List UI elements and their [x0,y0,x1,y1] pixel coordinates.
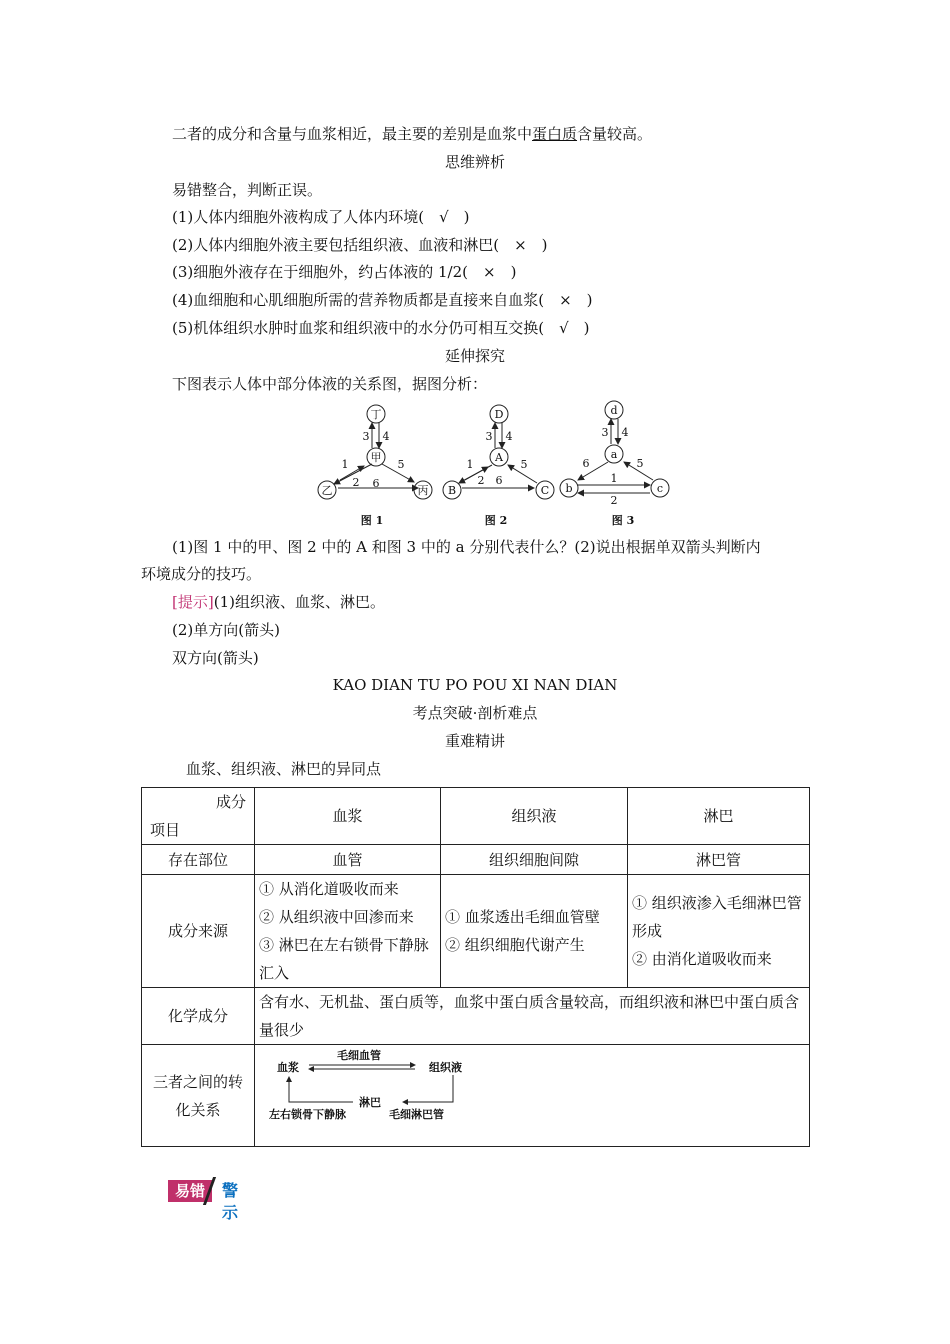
row-source [142,875,810,988]
extend-lead: 下图表示人体中部分体液的关系图，据图分析： [172,375,488,393]
diagram-lymph-capillary: 毛细淋巴管 [389,1108,444,1121]
table-corner-cell [142,788,255,845]
thinking-lead: 易错整合，判断正误。 [172,181,323,199]
heading-main: 考点突破·剖析难点 [412,704,538,722]
source-plasma-item-2: ② 从组织液中回渗而来 [259,908,414,926]
section-thinking: 思维辨析 [444,153,505,171]
corner-top-label: 成分 [215,793,246,811]
row-source-label: 成分来源 [142,875,255,988]
hint-label: [提示] [172,593,214,611]
location-plasma: 血管 [255,845,441,875]
fig2-num-4: 4 [505,430,513,443]
source-lymph [628,875,810,988]
source-plasma-item-1: ① 从消化道吸收而来 [259,880,399,898]
fig3-left-node: b [565,482,573,495]
judgement-4: (4)血细胞和心肌细胞所需的营养物质都是直接来自血浆( × ) [172,291,593,309]
intro-text: 二者的成分和含量与血浆相近，最主要的差别是血浆中 [172,125,533,143]
row-chem-label: 化学成分 [142,988,255,1045]
fig1-num-1: 1 [341,458,349,471]
fig2-caption: 图 2 [484,514,508,527]
diagram-capillary: 毛细血管 [337,1049,381,1062]
pinyin-heading: KAO DIAN TU PO POU XI NAN DIAN [332,676,618,694]
corner-bottom-label: 项目 [150,821,181,839]
fig3-right-node: c [656,482,664,495]
body-fluid-figures [0,396,950,536]
fig1-center-node: 甲 [370,451,382,464]
hint-answer-1: (1)组织液、血浆、淋巴。 [213,593,385,611]
source-lymph-item-1: ① 组织液渗入毛细淋巴管形成 [632,894,802,940]
warning-text: 警示 [222,1181,239,1222]
source-lymph-item-2: ② 由消化道吸收而来 [632,950,772,968]
fig1-top-node: 丁 [370,408,382,421]
judgement-3: (3)细胞外液存在于细胞外，约占体液的 1/2( × ) [172,263,517,281]
relation-diagram-cell [255,1045,810,1147]
col-header-plasma: 血浆 [255,788,441,845]
table-header-row [142,788,810,845]
fig1-right-node: 丙 [417,484,429,497]
fig3-caption: 图 3 [611,514,635,527]
comparison-table [141,787,810,1147]
hint-answer-3: 双方向(箭头) [172,649,259,667]
section-extend: 延伸探究 [444,347,505,365]
judgement-1: (1)人体内细胞外液构成了人体内环境( √ ) [172,208,470,226]
row-chem [142,988,810,1045]
hint-line [172,592,385,612]
fig3-num-1: 1 [610,472,618,485]
hint-answer-2: (2)单方向(箭头) [172,621,280,639]
chem-content: 含有水、无机盐、蛋白质等，血浆中蛋白质含量较高，而组织液和淋巴中蛋白质含量很少 [255,988,810,1045]
fig1-left-node: 乙 [321,484,333,497]
source-tissue-fluid [441,875,628,988]
fig1-num-5: 5 [397,458,405,471]
fig1-num-2: 2 [352,476,360,489]
source-tissue-item-2: ② 组织细胞代谢产生 [445,936,585,954]
source-tissue-item-1: ① 血浆透出毛细血管壁 [445,908,600,926]
fig1-num-4: 4 [382,430,390,443]
table-caption: 血浆、组织液、淋巴的异同点 [186,760,382,778]
intro-underlined: 蛋白质 [532,125,578,143]
diagram-subclavian-vein: 左右锁骨下静脉 [269,1108,346,1121]
fig2-num-2: 2 [477,474,485,487]
question-line-2: 环境成分的技巧。 [141,565,262,583]
fig2-num-6: 6 [495,474,503,487]
fluid-relation-diagram [255,1045,810,1137]
row-location-label: 存在部位 [142,845,255,875]
judgement-5: (5)机体组织水肿时血浆和组织液中的水分仍可相互交换( √ ) [172,319,590,337]
fig2-left-node: B [447,484,457,497]
fig1-num-3: 3 [362,430,370,443]
col-header-lymph: 淋巴 [628,788,810,845]
source-plasma-item-3: ③ 淋巴在左右锁骨下静脉汇入 [259,936,429,982]
diagram-tissue-fluid: 组织液 [429,1061,462,1074]
fig3-top-node: d [610,404,618,417]
diagram-plasma: 血浆 [277,1061,299,1074]
diagram-lymph: 淋巴 [359,1096,381,1109]
intro-tail: 含量较高。 [577,125,653,143]
judgement-2: (2)人体内细胞外液主要包括组织液、血液和淋巴( × ) [172,236,548,254]
fig3-num-3: 3 [601,426,609,439]
fig2-num-5: 5 [520,458,528,471]
fig3-center-node: a [610,448,618,461]
fig2-num-1: 1 [466,458,474,471]
warning-badge: 易错 [168,1180,212,1202]
fig3-num-6: 6 [582,457,590,470]
row-relation-label: 三者之间的转化关系 [142,1045,255,1147]
fig3-num-5: 5 [636,457,644,470]
row-relation [142,1045,810,1147]
location-tissue-fluid: 组织细胞间隙 [441,845,628,875]
source-plasma [255,875,441,988]
col-header-tissue-fluid: 组织液 [441,788,628,845]
fig2-top-node: D [494,408,504,421]
fig2-num-3: 3 [485,430,493,443]
fig1-caption: 图 1 [360,514,384,527]
fig2-center-node: A [495,451,503,464]
intro-line [172,124,652,144]
fig2-right-node: C [540,484,550,497]
fig1-num-6: 6 [372,477,380,490]
location-lymph: 淋巴管 [628,845,810,875]
fig3-num-4: 4 [621,426,629,439]
row-location [142,845,810,875]
fig3-num-2: 2 [610,494,618,507]
question-line-1: (1)图 1 中的甲、图 2 中的 A 和图 3 中的 a 分别代表什么？(2)说出根据单双箭头判断内 [172,538,761,556]
heading-sub: 重难精讲 [444,732,505,750]
